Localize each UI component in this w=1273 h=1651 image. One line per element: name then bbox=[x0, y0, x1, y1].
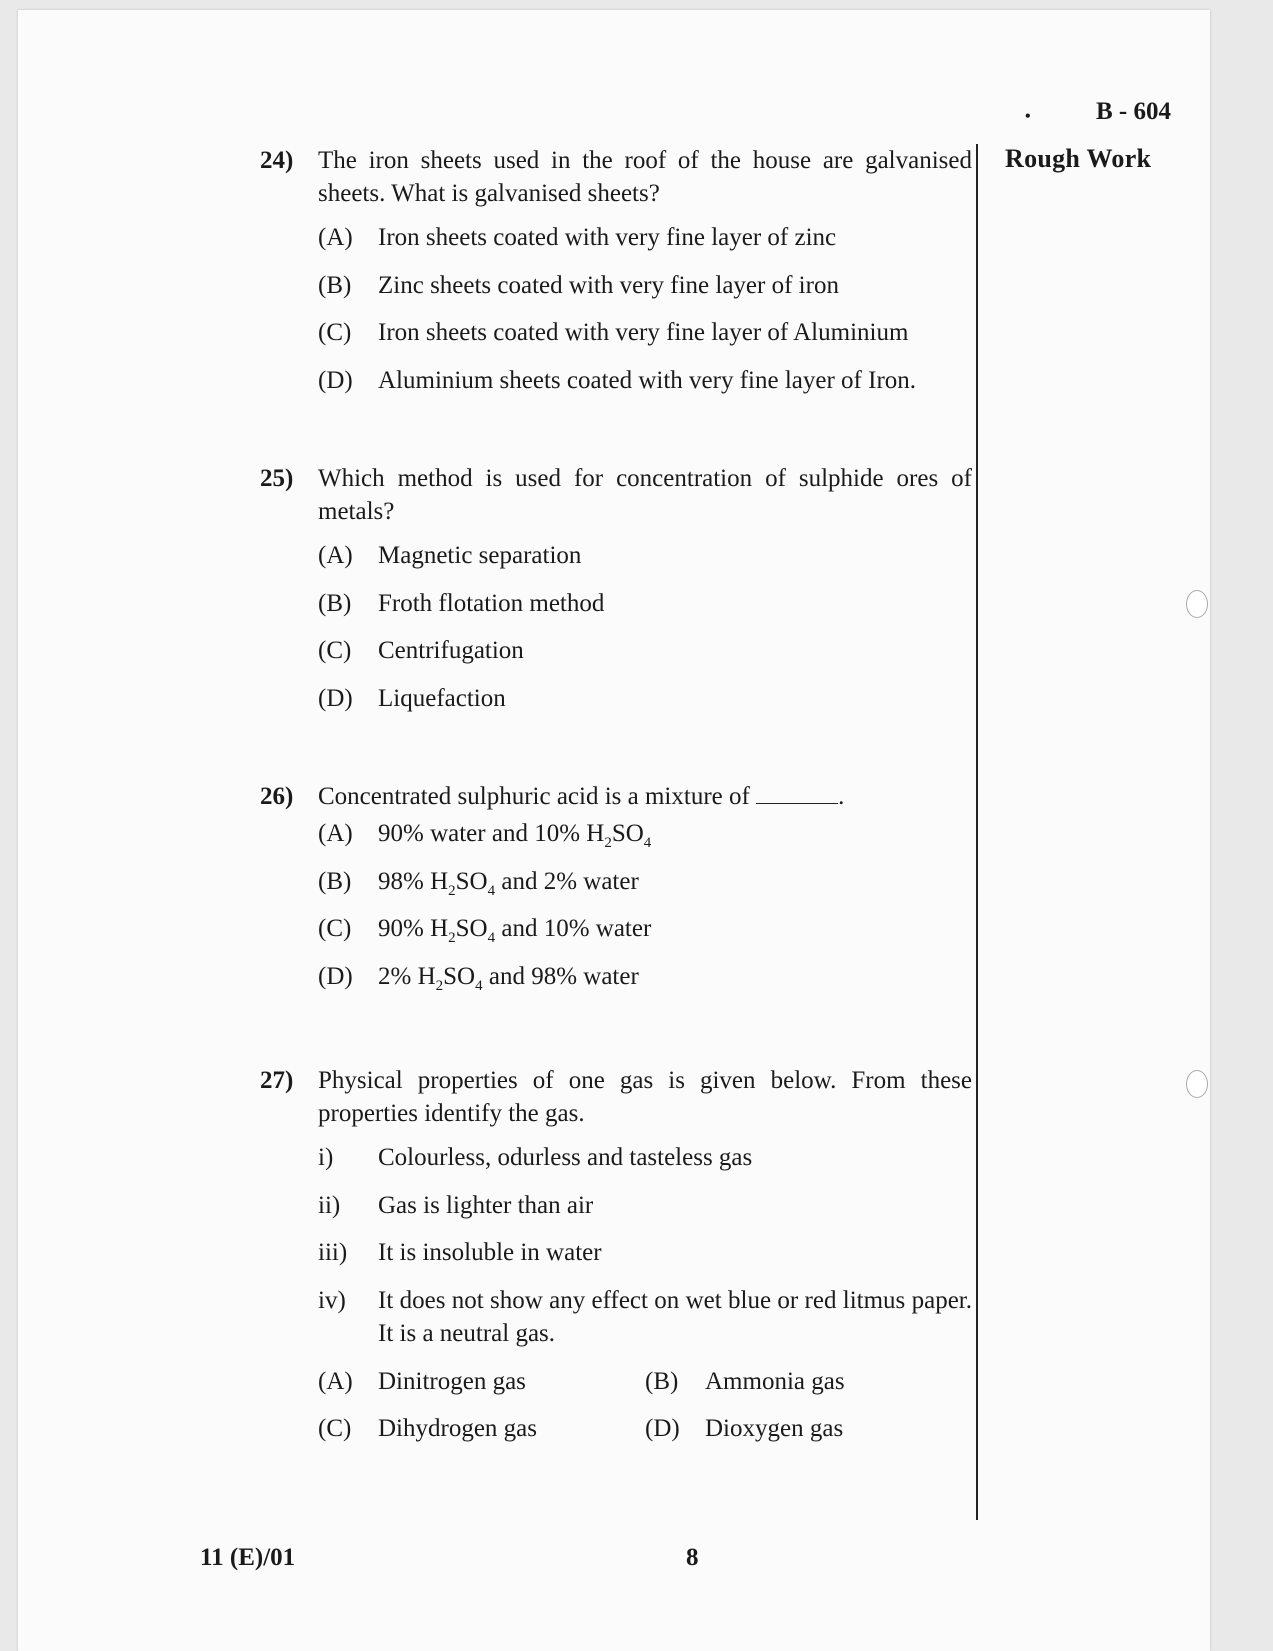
option-a: (A) Magnetic separation bbox=[318, 542, 582, 569]
option-a: (A) Iron sheets coated with very fine layer of zinc bbox=[318, 224, 837, 251]
fill-in-blank bbox=[756, 781, 838, 804]
option-d: (D) Liquefaction bbox=[318, 684, 506, 712]
option-a: (A) 90% water and 10% $H_2SO_4$ bbox=[318, 820, 652, 851]
question-27 bbox=[260, 1064, 972, 1460]
property-ii: ii) Gas is lighter than air bbox=[318, 1191, 594, 1219]
option-a: (A) Dinitrogen gas bbox=[318, 1367, 526, 1395]
question-number: 26) bbox=[260, 783, 294, 810]
option-c: (C) Iron sheets coated with very fine layer of Aluminium bbox=[318, 319, 909, 346]
dot-mark: • bbox=[1025, 108, 1031, 125]
options-row-2 bbox=[318, 1412, 972, 1460]
question-number: 25) bbox=[260, 465, 294, 492]
options-row-1 bbox=[318, 1365, 972, 1413]
question-25 bbox=[260, 462, 972, 729]
punch-hole-bottom bbox=[1186, 1070, 1208, 1098]
page-number: 8 bbox=[686, 1544, 699, 1571]
option-c: (C) Dihydrogen gas bbox=[318, 1415, 537, 1442]
property-i: i) Colourless, odurless and tasteless gas bbox=[318, 1144, 753, 1171]
option-b: (B) Zinc sheets coated with very fine layer of iron bbox=[318, 271, 839, 299]
question-26 bbox=[260, 780, 972, 1007]
option-b: (B) Froth flotation method bbox=[318, 589, 605, 617]
paper-code: B - 604 bbox=[1096, 98, 1171, 125]
question-text: Concentrated sulphuric acid is a mixture of . bbox=[318, 783, 845, 810]
rough-work-heading: Rough Work bbox=[1005, 144, 1152, 173]
exam-page bbox=[18, 10, 1210, 1651]
option-d: (D) 2% $H_2SO_4$ and 98% water bbox=[318, 962, 639, 994]
question-text: The iron sheets used in the roof of the house are galvanised sheets. What is galvanised sheets? bbox=[318, 147, 972, 207]
rough-work-divider bbox=[976, 144, 978, 1520]
question-number: 27) bbox=[260, 1067, 294, 1094]
option-d: (D) Dioxygen gas bbox=[645, 1415, 844, 1442]
question-number: 24) bbox=[260, 147, 294, 174]
footer-code: 11 (E)/01 bbox=[200, 1544, 296, 1571]
option-c: (C) Centrifugation bbox=[318, 637, 524, 664]
punch-hole-top bbox=[1186, 590, 1208, 618]
property-iii: iii) It is insoluble in water bbox=[318, 1239, 602, 1266]
option-c: (C) 90% $H_2SO_4$ and 10% water bbox=[318, 915, 652, 946]
property-iv: iv) It does not show any effect on wet blue or red litmus paper. It is a neutral gas. bbox=[318, 1286, 972, 1347]
option-b: (B) Ammonia gas bbox=[645, 1367, 845, 1395]
question-text: Physical properties of one gas is given below. From these properties identify the gas. bbox=[318, 1067, 972, 1127]
question-text: Which method is used for concentration of sulphide ores of metals? bbox=[318, 465, 972, 525]
option-d: (D) Aluminium sheets coated with very fine layer of Iron. bbox=[318, 366, 917, 394]
option-b: (B) 98% $H_2SO_4$ and 2% water bbox=[318, 867, 639, 899]
question-24 bbox=[260, 144, 972, 411]
